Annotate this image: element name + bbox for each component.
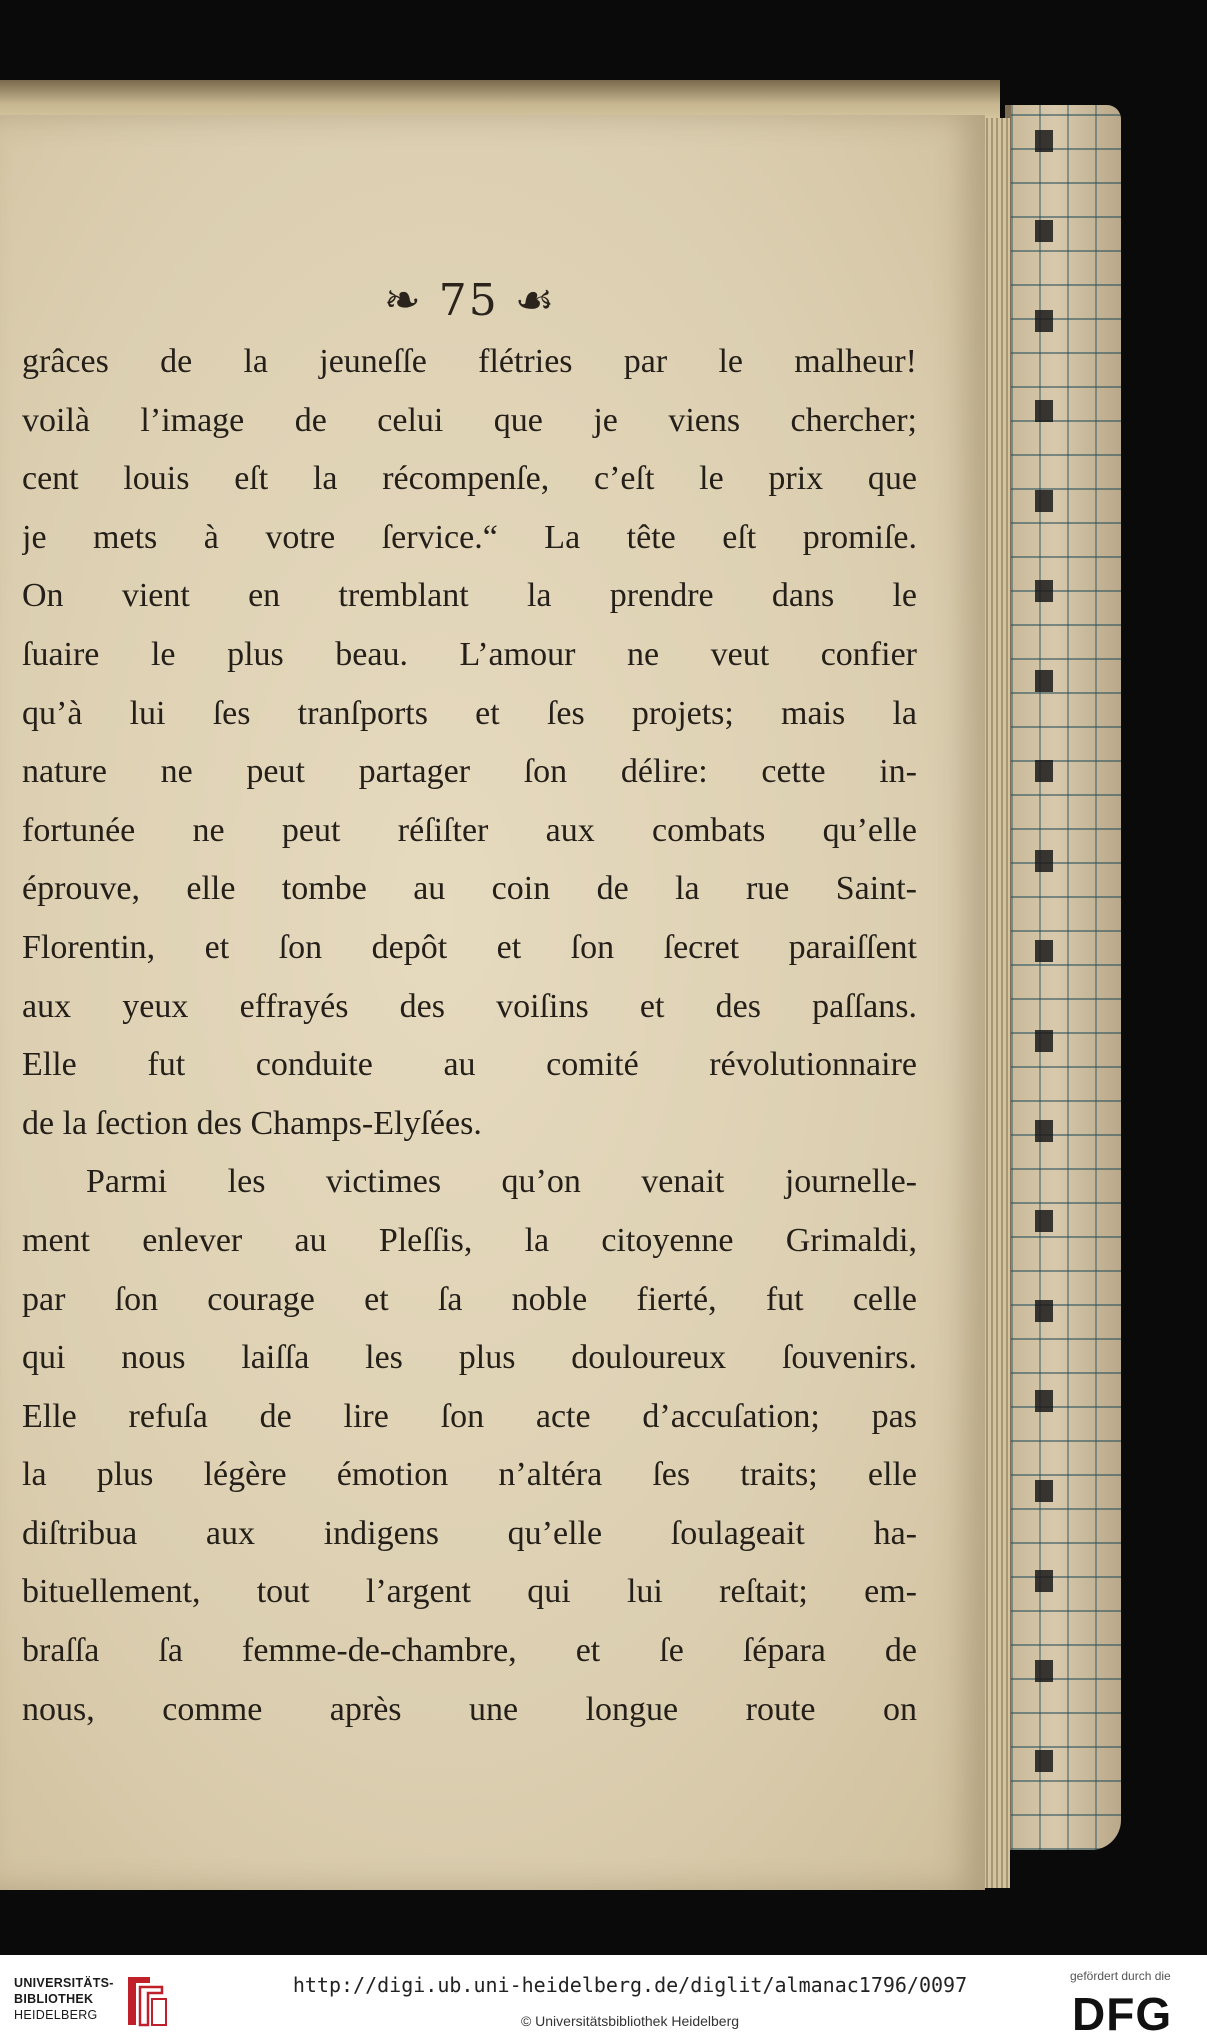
ornament-left: ❧ [383, 275, 423, 326]
page-text [22, 333, 917, 1739]
page-number: 75 [438, 275, 499, 326]
text-line: je mets à votre ſervice.“ La tête eſt promiſe. [22, 518, 917, 556]
text-line: ſuaire le plus beau. L’amour ne veut confier [22, 635, 917, 673]
text-line: Parmi les victimes qu’on venait journelle- [86, 1163, 917, 1201]
text-line: la plus légère émotion n’altéra ſes traits; elle [22, 1456, 917, 1494]
text-line: qu’à lui ſes tranſports et ſes projets; mais la [22, 694, 917, 732]
text-line: Elle refuſa de lire ſon acte d’accuſation; pas [22, 1397, 917, 1435]
copyright-notice: © Universitätsbibliothek Heidelberg [520, 2013, 740, 2029]
ornament-right: ☙ [514, 275, 557, 326]
page-number-header [320, 275, 620, 326]
text-line: diſtribua aux indigens qu’elle ſoulageait ha- [22, 1514, 917, 1552]
text-line: qui nous laiſſa les plus douloureux ſouvenirs. [22, 1339, 917, 1377]
library-emblem-icon [122, 1973, 168, 2029]
book-page [0, 115, 985, 1890]
text-line: nature ne peut partager ſon délire: cette in- [22, 753, 917, 791]
permalink-url[interactable]: http://digi.ub.uni-heidelberg.de/diglit/almanac1796/0097 [292, 1973, 968, 1997]
text-line: aux yeux effrayés des voiſins et des paſſans. [22, 987, 917, 1025]
book-top-edge [0, 80, 1000, 120]
marbled-cover-edge [1005, 105, 1121, 1850]
text-line: ment enlever au Pleſſis, la citoyenne Grimaldi, [22, 1221, 917, 1259]
viewer-footer [0, 1955, 1207, 2044]
text-line: fortunée ne peut réſiſter aux combats qu’elle [22, 811, 917, 849]
text-line: Elle fut conduite au comité révolutionnaire [22, 1046, 917, 1084]
dfg-logo[interactable]: DFG [1072, 1988, 1173, 2040]
text-line: par ſon courage et ſa noble fierté, fut celle [22, 1280, 917, 1318]
library-name-line1: UNIVERSITÄTS- [14, 1976, 114, 1990]
text-line: grâces de la jeuneſſe flétries par le malheur! [22, 343, 917, 380]
text-line: éprouve, elle tombe au coin de la rue Saint- [22, 870, 917, 908]
text-line: On vient en tremblant la prendre dans le [22, 577, 917, 615]
cover-pattern [1035, 130, 1053, 1830]
text-line: braſſa ſa femme-de-chambre, et ſe ſépara de [22, 1632, 917, 1670]
library-name-line3: HEIDELBERG [14, 2008, 98, 2022]
dfg-funding-note: gefördert durch die [1070, 1969, 1171, 1983]
text-line: bituellement, tout l’argent qui lui reſtait; em- [22, 1573, 917, 1611]
text-line: Florentin, et ſon depôt et ſon ſecret paraiſſent [22, 928, 917, 966]
text-line: cent louis eſt la récompenſe, c’eſt le prix que [22, 460, 917, 498]
text-line: de la ſection des Champs-Elyſées. [22, 1104, 482, 1142]
text-line: nous, comme après une longue route on [22, 1690, 917, 1728]
library-name-line2: BIBLIOTHEK [14, 1992, 94, 2006]
text-line: voilà l’image de celui que je viens chercher; [22, 401, 917, 439]
